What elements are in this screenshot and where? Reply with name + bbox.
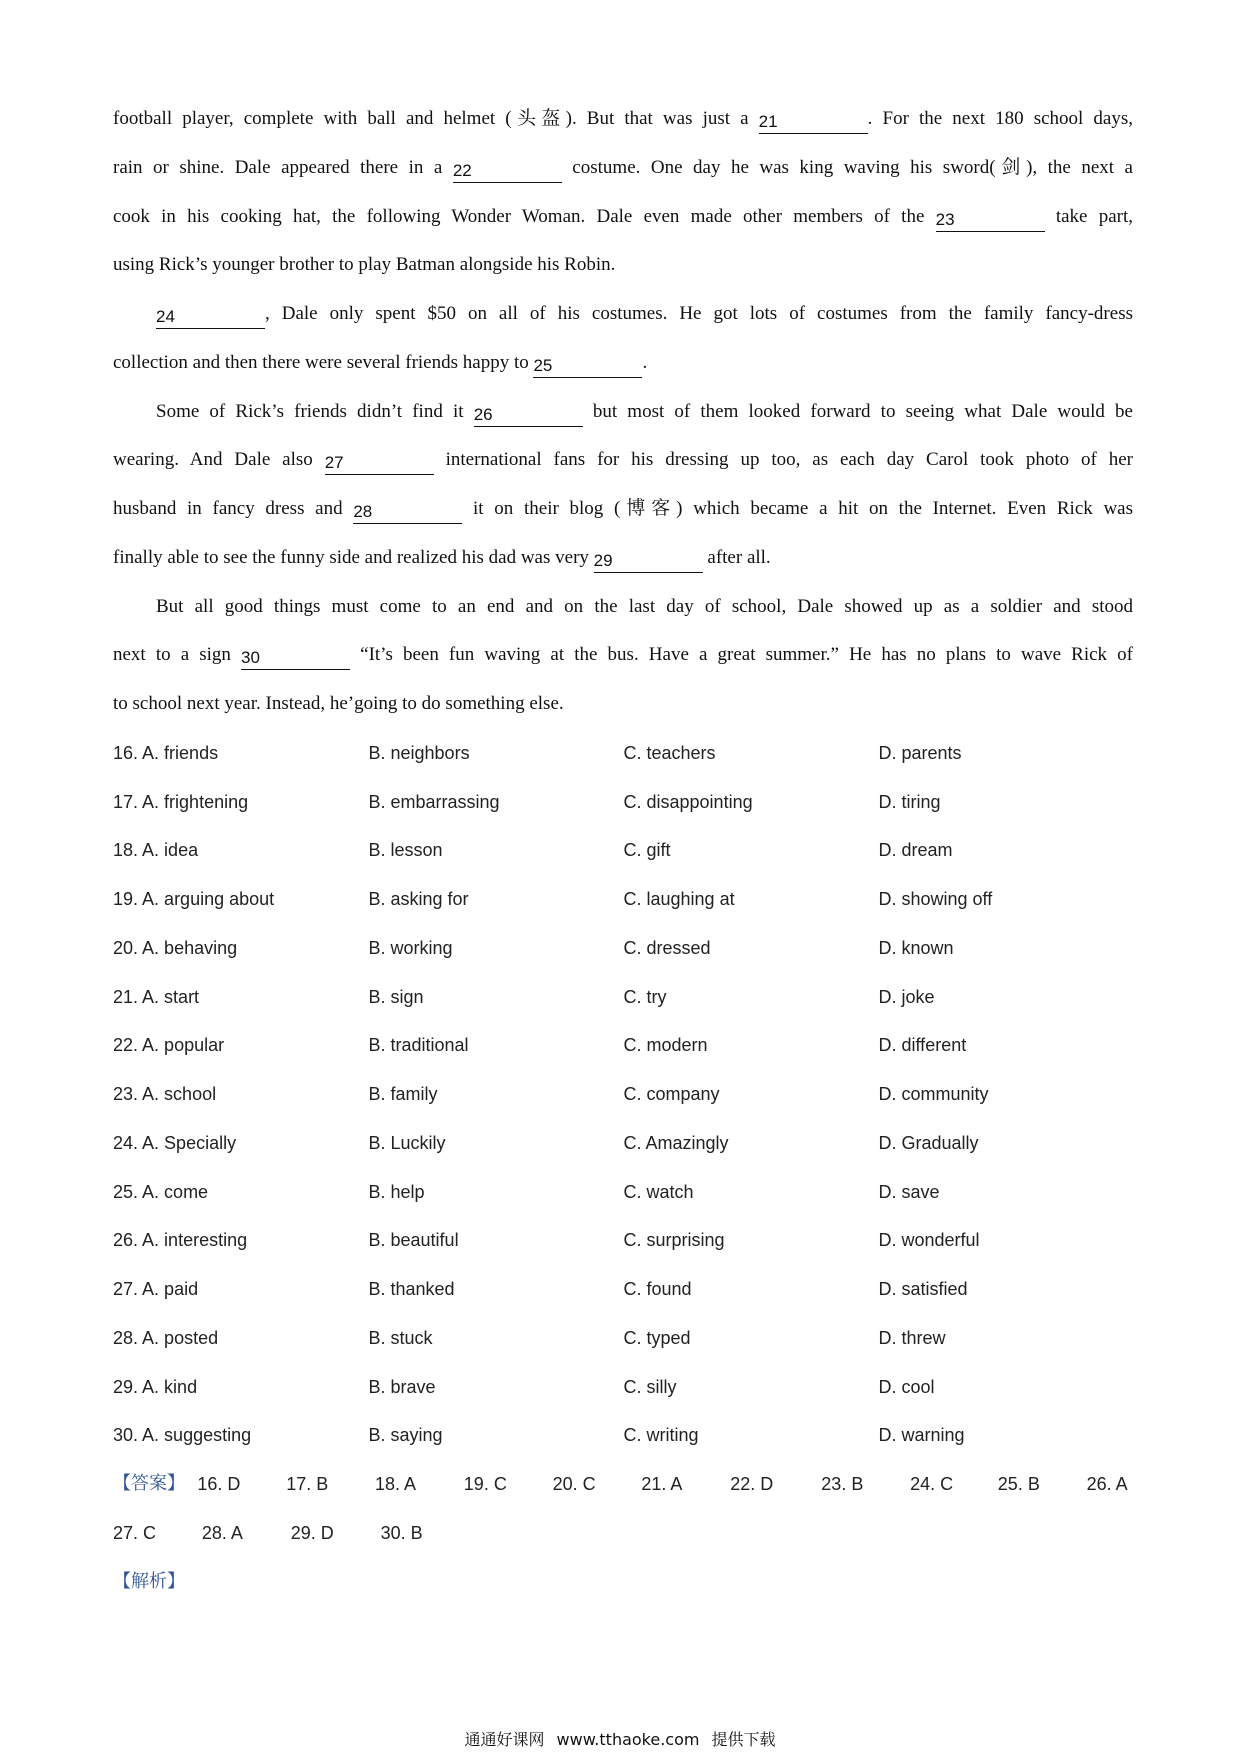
option-text: C. dressed (623, 937, 711, 958)
option-c (624, 1411, 699, 1460)
option-text: C. gift (623, 840, 671, 861)
analysis-row (113, 1558, 1133, 1607)
option-text: B. saying (368, 1425, 443, 1446)
option-a (113, 826, 198, 875)
option-text: B. sign (368, 986, 424, 1007)
passage-text: husband in fancy dress and (113, 498, 354, 519)
option-text: A. suggesting (142, 1425, 252, 1446)
question-row (113, 729, 1133, 778)
option-text: A. friends (142, 742, 219, 763)
option-b (369, 1314, 433, 1363)
answer-item: 28. A (201, 1522, 243, 1543)
question-number: 16. (113, 742, 139, 763)
footer-site-name: 通通好课网 (464, 1730, 545, 1749)
question-row (113, 1021, 1133, 1070)
question-row (113, 973, 1133, 1022)
question-number: 17. (113, 791, 139, 812)
page-footer (0, 1728, 1240, 1752)
option-d (879, 1216, 980, 1265)
option-text: C. laughing at (623, 889, 735, 909)
footer-url: www.tthaoke.com (556, 1730, 700, 1749)
option-c (624, 778, 753, 827)
question-number: 22. (113, 1035, 139, 1056)
option-text: D. threw (878, 1327, 946, 1348)
option-text: B. working (368, 937, 453, 958)
passage-line (113, 436, 1133, 485)
passage-text: costume. One day he was king waving his sword(剑), the next a (561, 156, 1133, 178)
question-number: 19. (113, 889, 139, 909)
footer-note: 提供下载 (711, 1730, 776, 1749)
answer-label: 【答案】 (113, 1473, 185, 1494)
option-text: D. satisfied (878, 1279, 968, 1299)
blank-29: 29 (594, 550, 703, 573)
answer-item: 24. C (910, 1474, 954, 1494)
option-a (113, 1363, 197, 1412)
passage-text: But all good things must come to an end and on the last day of school, Dale showed up as a soldier and stood (156, 595, 1133, 617)
option-b (369, 1265, 455, 1314)
option-text: A. start (142, 986, 200, 1007)
option-c (624, 973, 667, 1022)
passage-line (113, 680, 1133, 729)
answer-row (113, 1509, 1133, 1558)
question-row (113, 924, 1133, 973)
option-text: A. school (142, 1084, 217, 1104)
option-text: D. community (878, 1084, 989, 1104)
option-text: A. come (142, 1181, 209, 1202)
option-text: C. writing (623, 1425, 699, 1446)
option-text: B. lesson (368, 840, 443, 861)
option-b (369, 778, 500, 827)
question-number: 23. (113, 1084, 139, 1104)
option-b (369, 1363, 436, 1412)
option-a (113, 1411, 251, 1460)
option-text: B. embarrassing (368, 791, 500, 812)
question-number: 26. (113, 1230, 139, 1251)
option-text: A. kind (142, 1376, 198, 1397)
option-text: A. paid (142, 1279, 199, 1299)
option-c (624, 1314, 691, 1363)
option-b (369, 924, 453, 973)
page-content (113, 95, 1133, 1606)
option-d (879, 1363, 935, 1412)
option-text: D. known (878, 937, 954, 958)
blank-22: 22 (453, 160, 562, 183)
option-text: D. tiring (878, 791, 941, 812)
answer-item: 30. B (380, 1522, 423, 1543)
option-b (369, 729, 470, 778)
option-text: D. cool (878, 1376, 935, 1397)
option-c (624, 826, 671, 875)
answer-item: 19. C (463, 1474, 507, 1494)
question-row (113, 1363, 1133, 1412)
option-text: B. thanked (368, 1279, 455, 1299)
option-b (369, 1216, 459, 1265)
option-c (624, 875, 735, 924)
option-text: A. Specially (142, 1132, 237, 1153)
option-c (624, 1216, 725, 1265)
blank-21: 21 (759, 111, 868, 134)
answer-item: 27. C (113, 1522, 157, 1543)
option-text: C. surprising (623, 1230, 725, 1251)
passage-line (113, 339, 1133, 388)
passage-line (113, 485, 1133, 534)
option-text: D. save (878, 1181, 940, 1202)
passage-line (113, 388, 1133, 437)
answer-item: 21. A (641, 1474, 683, 1494)
question-number: 29. (113, 1376, 139, 1397)
passage-text: football player, complete with ball and helmet (头盔). But that was just a (113, 108, 759, 129)
option-text: D. different (878, 1035, 967, 1056)
question-row (113, 1411, 1133, 1460)
option-text: C. watch (623, 1181, 694, 1202)
option-d (879, 1119, 979, 1168)
option-text: D. warning (878, 1425, 965, 1446)
option-b (369, 1119, 446, 1168)
option-a (113, 924, 237, 973)
answer-item: 25. B (997, 1474, 1040, 1494)
passage-text: international fans for his dressing up too, as each day Carol took photo of her (433, 449, 1133, 471)
option-text: B. stuck (368, 1327, 433, 1348)
answer-item: 20. C (552, 1474, 596, 1494)
question-number: 28. (113, 1327, 139, 1348)
passage-text: cook in his cooking hat, the following Wonder Woman. Dale even made other members of the (113, 205, 936, 227)
option-c (624, 1265, 692, 1314)
passage-text: but most of them looked forward to seeing what Dale would be (582, 400, 1133, 422)
option-d (879, 875, 993, 924)
passage-text: Some of Rick’s friends didn’t find it (156, 400, 474, 422)
option-a (113, 778, 248, 827)
option-text: C. company (623, 1084, 720, 1104)
passage-text: . (642, 351, 648, 373)
question-row (113, 1119, 1133, 1168)
option-d (879, 778, 941, 827)
option-a (113, 875, 274, 924)
answer-item: 23. B (821, 1474, 864, 1494)
option-text: A. interesting (142, 1230, 248, 1251)
question-row (113, 1314, 1133, 1363)
answer-row (113, 1460, 1133, 1509)
option-d (879, 1070, 989, 1119)
option-text: A. posted (142, 1327, 219, 1348)
option-a (113, 1119, 236, 1168)
question-number: 24. (113, 1132, 139, 1153)
option-a (113, 1070, 216, 1119)
passage-line (113, 144, 1133, 193)
passage-line (113, 631, 1133, 680)
option-d (879, 1265, 968, 1314)
option-text: A. behaving (142, 937, 238, 958)
passage-text: take part, (1044, 205, 1133, 227)
option-d (879, 1021, 967, 1070)
question-row (113, 1070, 1133, 1119)
option-b (369, 1168, 425, 1217)
analysis-label: 【解析】 (113, 1570, 185, 1592)
option-text: B. traditional (368, 1035, 469, 1056)
option-text: A. arguing about (142, 889, 275, 909)
question-row (113, 778, 1133, 827)
answer-item: 17. B (286, 1474, 329, 1494)
option-c (624, 1119, 729, 1168)
blank-30: 30 (241, 647, 350, 670)
option-text: C. disappointing (623, 791, 753, 812)
question-row (113, 826, 1133, 875)
option-b (369, 875, 469, 924)
passage-line (113, 95, 1133, 144)
passage-text: , Dale only spent $50 on all of his costumes. He got lots of costumes from the family fancy-dress (265, 303, 1133, 324)
question-row (113, 875, 1133, 924)
option-text: B. help (368, 1181, 425, 1202)
option-text: A. popular (142, 1035, 225, 1056)
option-text: B. beautiful (368, 1230, 459, 1251)
question-number: 30. (113, 1425, 139, 1446)
answer-key (113, 1460, 1133, 1558)
option-c (624, 1363, 677, 1412)
answer-item: 22. D (730, 1474, 774, 1494)
passage-text: “It’s been fun waving at the bus. Have a great summer.” He has no plans to wave Rick of (350, 644, 1133, 666)
option-text: A. frightening (142, 791, 249, 812)
option-text: D. wonderful (878, 1230, 980, 1251)
blank-24: 24 (156, 306, 265, 329)
cloze-passage (113, 95, 1133, 729)
question-number: 21. (113, 986, 139, 1007)
blank-23: 23 (936, 209, 1045, 232)
blank-25: 25 (533, 355, 642, 378)
option-c (624, 924, 711, 973)
passage-text: using Rick’s younger brother to play Batman alongside his Robin. (113, 254, 616, 276)
option-b (369, 973, 424, 1022)
passage-text: after all. (702, 546, 771, 568)
option-text: C. found (623, 1279, 692, 1299)
option-text: B. neighbors (368, 742, 470, 763)
option-a (113, 1265, 198, 1314)
passage-text: rain or shine. Dale appeared there in a (113, 156, 453, 178)
option-text: B. asking for (368, 889, 469, 909)
option-c (624, 1070, 720, 1119)
option-a (113, 1168, 208, 1217)
option-text: C. modern (623, 1035, 708, 1056)
option-b (369, 1021, 469, 1070)
option-b (369, 1070, 438, 1119)
question-number: 18. (113, 840, 139, 861)
option-text: D. parents (878, 742, 962, 763)
passage-line (113, 534, 1133, 583)
passage-text: next to a sign (113, 644, 242, 666)
question-options (113, 729, 1133, 1460)
option-text: B. family (368, 1084, 438, 1104)
question-number: 25. (113, 1181, 139, 1202)
answer-item: 16. D (197, 1474, 241, 1494)
option-d (879, 1411, 965, 1460)
option-text: D. dream (878, 840, 953, 861)
option-text: C. silly (623, 1376, 677, 1397)
answer-item: 26. A (1086, 1474, 1128, 1494)
option-d (879, 826, 953, 875)
question-number: 20. (113, 937, 139, 958)
option-d (879, 729, 962, 778)
option-a (113, 1216, 247, 1265)
passage-text: it on their blog (博客) which became a hit on the Internet. Even Rick was (462, 498, 1133, 519)
option-text: C. teachers (623, 742, 716, 763)
question-row (113, 1265, 1133, 1314)
passage-line (113, 583, 1133, 632)
option-text: B. Luckily (368, 1132, 446, 1153)
passage-text: finally able to see the funny side and realized his dad was very (113, 546, 594, 568)
option-a (113, 729, 218, 778)
option-text: D. Gradually (878, 1132, 979, 1153)
answer-item: 29. D (290, 1522, 334, 1543)
passage-text: . For the next 180 school days, (867, 108, 1133, 129)
blank-27: 27 (325, 452, 434, 475)
passage-line (113, 290, 1133, 339)
option-text: C. Amazingly (623, 1132, 729, 1153)
passage-text: to school next year. Instead, he’going to do something else. (113, 693, 564, 714)
option-a (113, 973, 199, 1022)
option-b (369, 1411, 443, 1460)
option-text: C. typed (623, 1327, 691, 1348)
option-d (879, 924, 954, 973)
passage-text: collection and then there were several friends happy to (113, 351, 534, 373)
option-a (113, 1314, 218, 1363)
answer-item: 18. A (375, 1474, 417, 1494)
option-c (624, 1168, 694, 1217)
option-c (624, 1021, 708, 1070)
option-d (879, 973, 935, 1022)
blank-28: 28 (353, 501, 462, 524)
option-a (113, 1021, 224, 1070)
blank-26: 26 (474, 404, 583, 427)
option-c (624, 729, 716, 778)
question-number: 27. (113, 1279, 139, 1299)
option-d (879, 1314, 946, 1363)
option-b (369, 826, 443, 875)
option-text: A. idea (142, 840, 199, 861)
question-row (113, 1168, 1133, 1217)
option-text: D. showing off (878, 889, 993, 909)
passage-line (113, 241, 1133, 290)
option-text: C. try (623, 986, 667, 1007)
question-row (113, 1216, 1133, 1265)
option-d (879, 1168, 940, 1217)
option-text: B. brave (368, 1376, 436, 1397)
option-text: D. joke (878, 986, 935, 1007)
passage-text: wearing. And Dale also (113, 449, 325, 471)
passage-line (113, 193, 1133, 242)
